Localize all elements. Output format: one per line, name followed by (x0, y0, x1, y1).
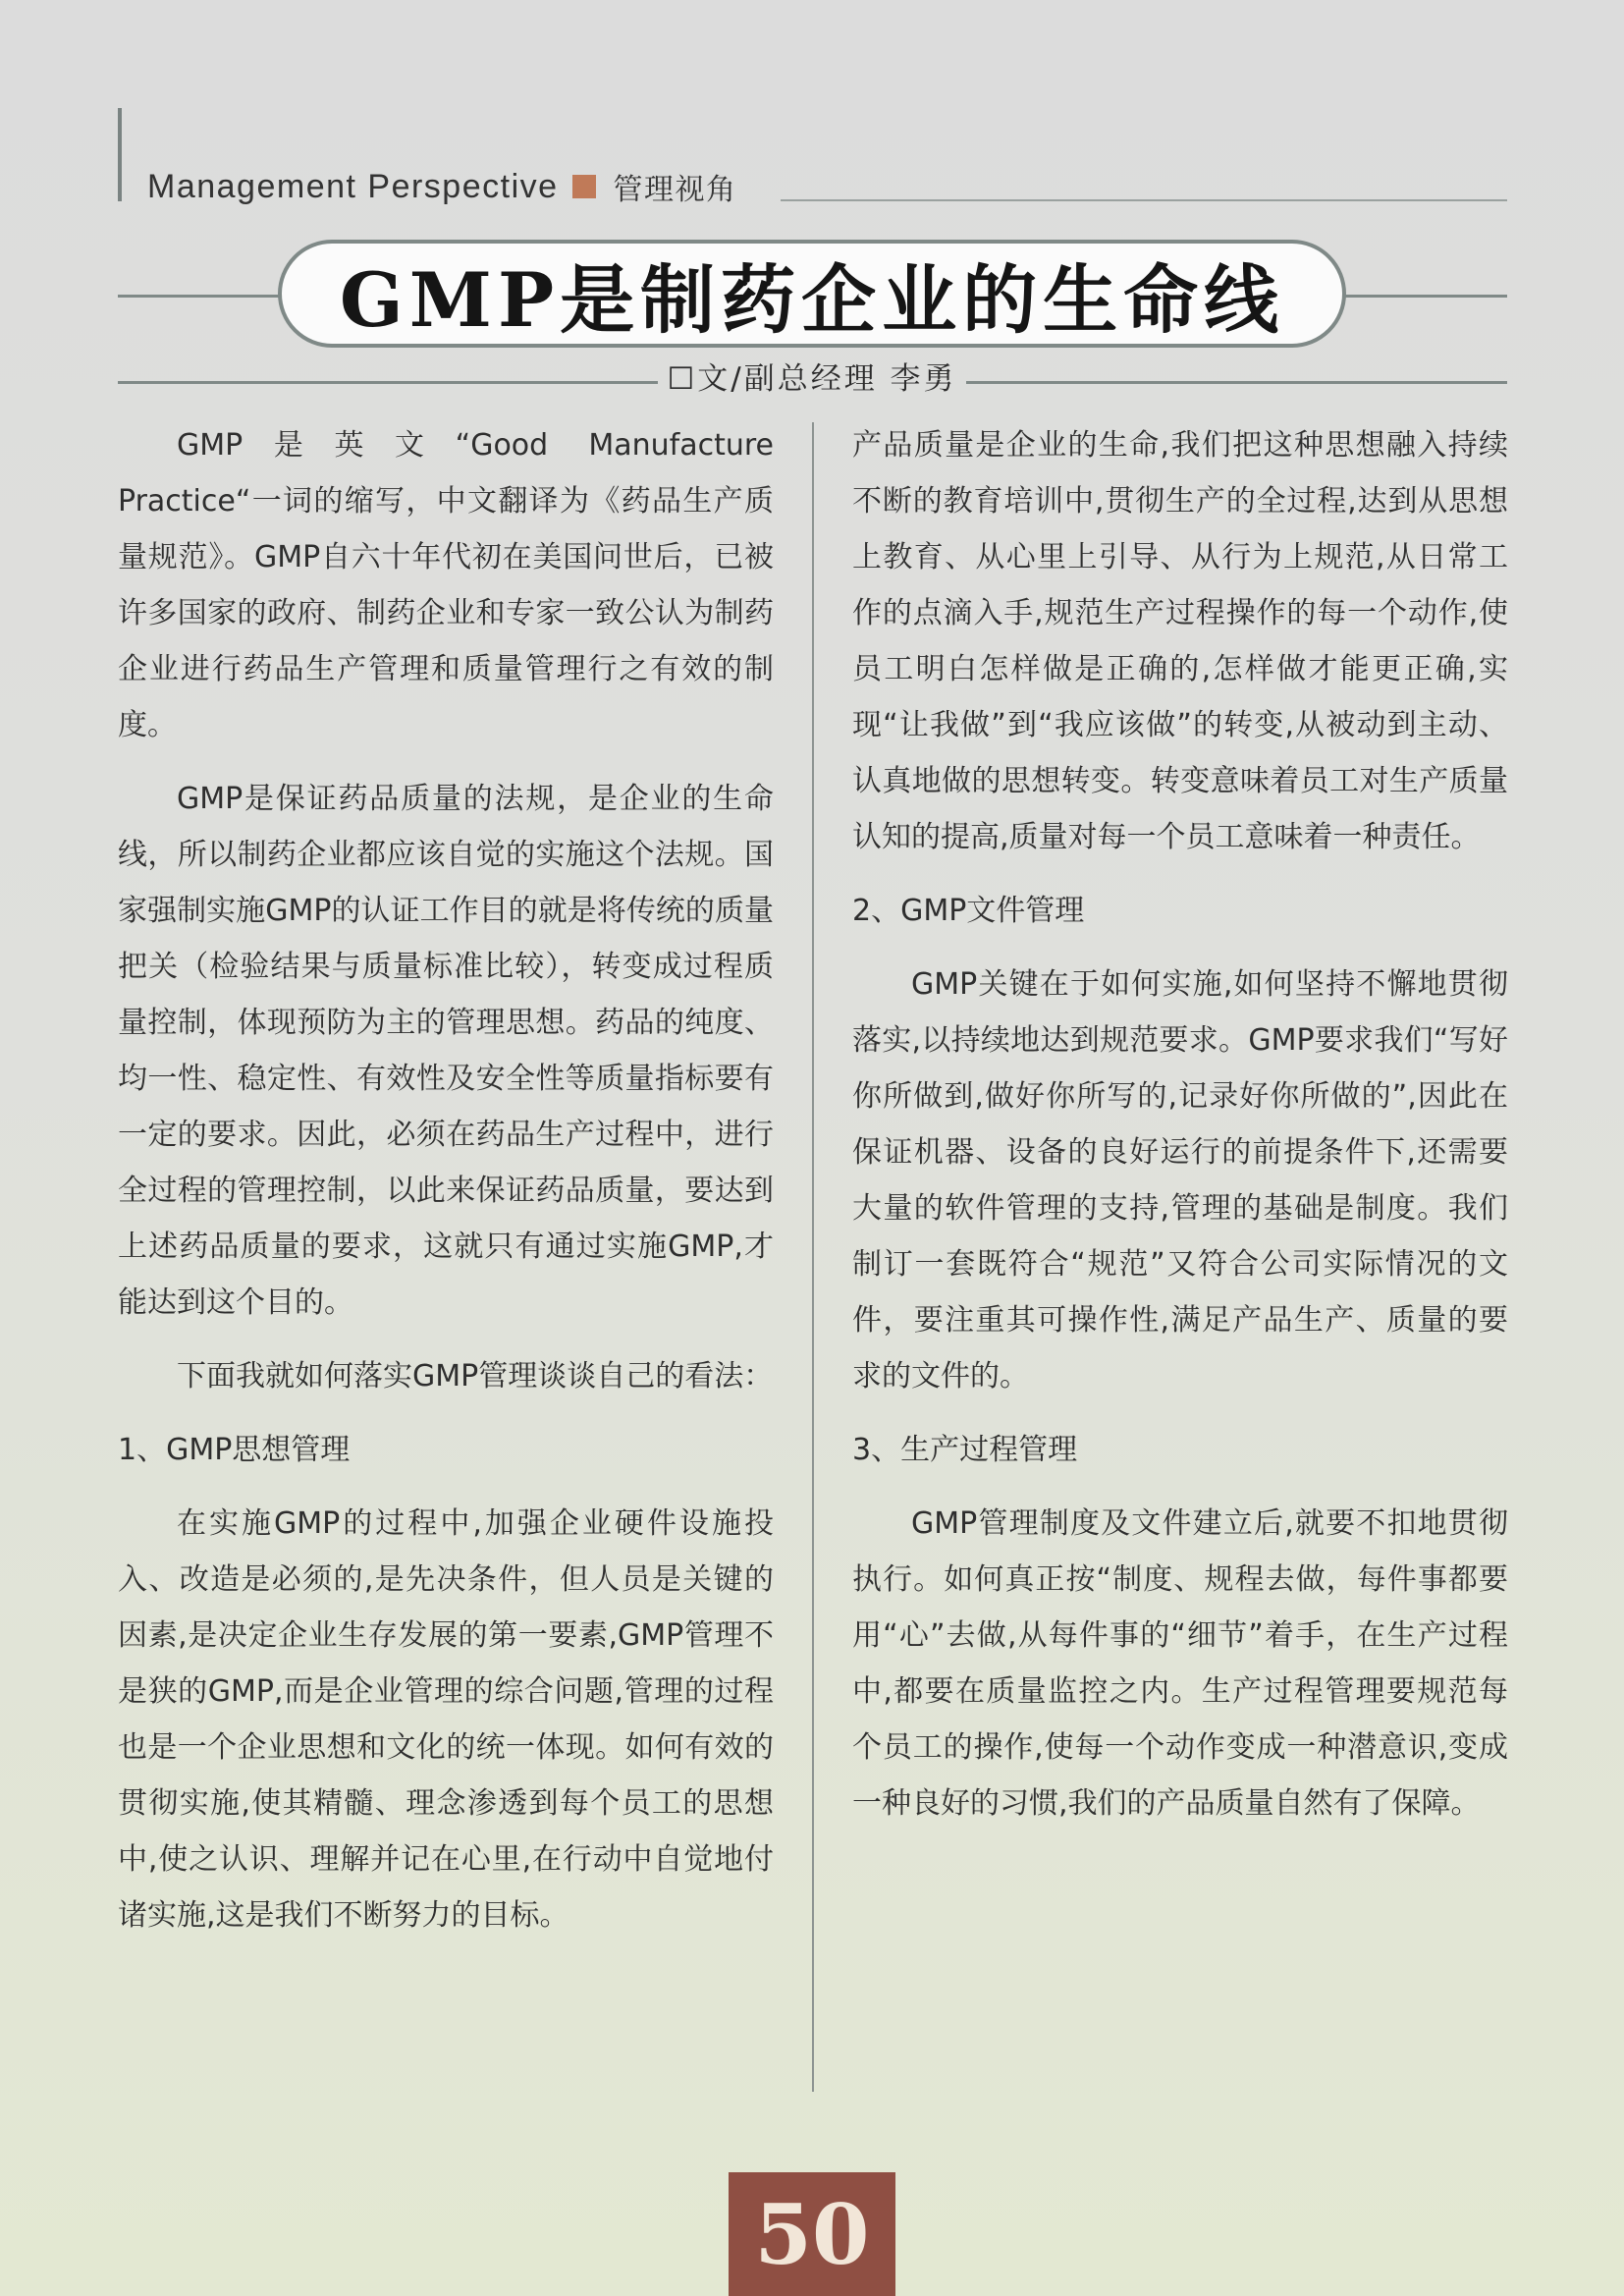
section-heading: 2、GMP文件管理 (852, 894, 1085, 928)
paragraph: 下面我就如何落实GMP管理谈谈自己的看法： (177, 1359, 774, 1394)
left-column (118, 417, 774, 1961)
title-rule-left (118, 295, 280, 298)
page-number-badge (729, 2172, 895, 2296)
paragraph: 在实施GMP的过程中,加强企业硬件设施投入、改造是必须的,是先决条件，但人员是关键的因素,是决定企业生存发展的第一要素,GMP管理不是狭的GMP,而是企业管理的综合问题,管理的过程也是一个企业思想和文化的统一体现。如何有效的贯彻实施,使其精髓、理念渗透到每个员工的思想中,使之认识、理解并记在心里,在行动中自觉地付诸实施,这是我们不断努力的目标。 (118, 1506, 774, 1933)
column-divider (812, 422, 814, 2092)
byline-rule-left (118, 381, 658, 384)
article-title-box (278, 240, 1346, 348)
paragraph: GMP管理制度及文件建立后,就要不扣地贯彻执行。如何真正按“制度、规程去做，每件事都要用“心”去做,从每件事的“细节”着手，在生产过程中,都要在质量监控之内。生产过程管理要规范每个员工的操作,使每一个动作变成一种潜意识,变成一种良好的习惯,我们的产品质量自然有了保障。 (852, 1506, 1508, 1821)
section-header-rule (781, 199, 1507, 201)
paragraph: GMP是保证药品质量的法规，是企业的生命线，所以制药企业都应该自觉的实施这个法规。国家强制实施GMP的认证工作目的就是将传统的质量把关（检验结果与质量标准比较），转变成过程质量控制，体现预防为主的管理思想。药品的纯度、均一性、稳定性、有效性及安全性等质量指标要有一定的要求。因此，必须在药品生产过程中，进行全过程的管理控制，以此来保证药品质量，要达到上述药品质量的要求，这就只有通过实施GMP,才能达到这个目的。 (118, 782, 774, 1320)
section-heading: 1、GMP思想管理 (118, 1433, 351, 1467)
article-title: GMP是制药企业的生命线 (339, 255, 1285, 344)
square-bullet-icon (572, 175, 596, 198)
byline-rule-right (966, 381, 1507, 384)
section-heading: 3、生产过程管理 (852, 1433, 1078, 1467)
paragraph: 产品质量是企业的生命,我们把这种思想融入持续不断的教育培训中,贯彻生产的全过程,达到从思想上教育、从心里上引导、从行为上规范,从日常工作的点滴入手,规范生产过程操作的每一个动作,使员工明白怎样做是正确的,怎样做才能更正确,实现“让我做”到“我应该做”的转变,从被动到主动、认真地做的思想转变。转变意味着员工对生产质量认知的提高,质量对每一个员工意味着一种责任。 (852, 428, 1508, 854)
section-label-cn: 管理视角 (613, 173, 737, 207)
paragraph: GMP是英文“Good Manufacture Practice“一词的缩写，中文翻译为《药品生产质量规范》。GMP自六十年代初在美国问世后，已被许多国家的政府、制药企业和专家一致公认为制药企业进行药品生产管理和质量管理行之有效的制度。 (118, 428, 774, 742)
title-rule-right (1344, 295, 1507, 298)
section-vertical-rule (118, 108, 122, 201)
paragraph: GMP关键在于如何实施,如何坚持不懈地贯彻落实,以持续地达到规范要求。GMP要求我们“写好你所做到,做好你所写的,记录好你所做的”,因此在保证机器、设备的良好运行的前提条件下,还需要大量的软件管理的支持,管理的基础是制度。我们制订一套既符合“规范”又符合公司实际情况的文件，要注重其可操作性,满足产品生产、质量的要求的文件的。 (852, 967, 1508, 1394)
author-byline: ☐文/副总经理 李勇 (667, 361, 957, 397)
section-label (147, 165, 737, 208)
page-number: 50 (754, 2185, 870, 2283)
section-label-en: Management Perspective (147, 167, 559, 205)
right-column (852, 417, 1508, 1849)
